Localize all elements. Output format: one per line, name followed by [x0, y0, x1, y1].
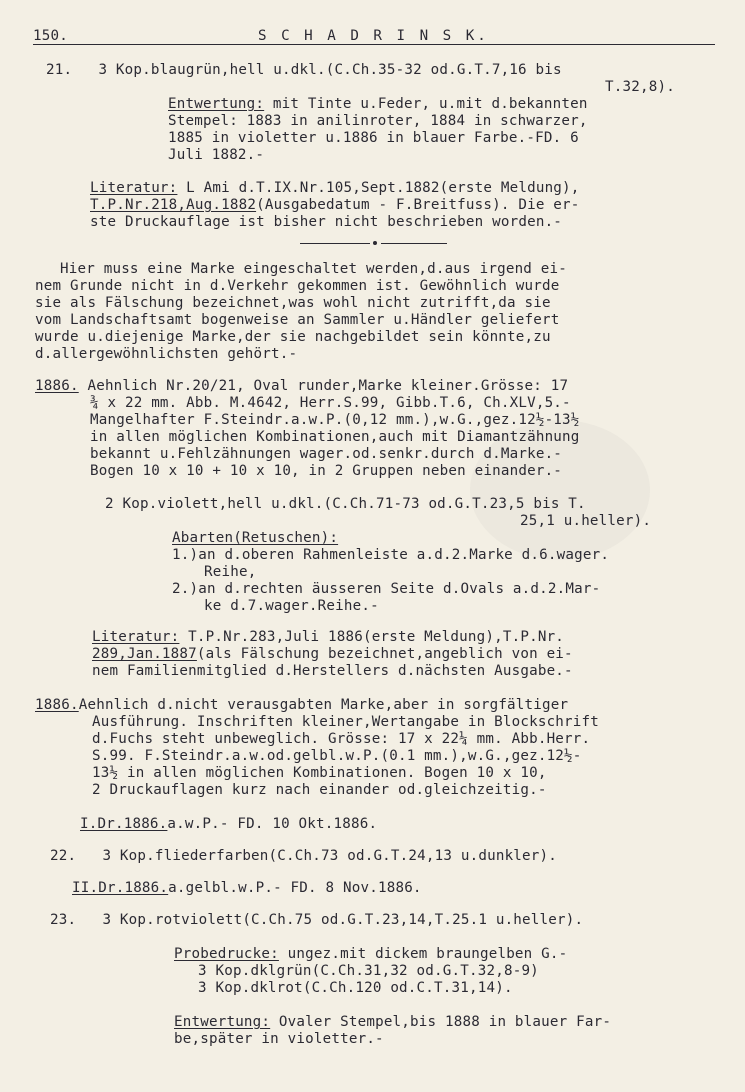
item-21-line-4: Stempel: 1883 in anilinroter, 1884 in schwarzer, [168, 113, 588, 129]
literature-label-2: Literatur: [92, 629, 180, 645]
paragraph-line-1: Hier muss eine Marke eingeschaltet werden,d.aus irgend ei- [60, 261, 568, 277]
varieties-line-4: ke d.7.wager.Reihe.- [204, 598, 379, 614]
header-rule [33, 44, 715, 45]
issue-year-2: 1886. [35, 697, 79, 713]
page-number: 150. [33, 28, 68, 44]
varieties-line-1: 1.)an d.oberen Rahmenleiste a.d.2.Marke d.6.wager. [172, 547, 610, 563]
issue-1886-a-line-1: 1886. Aehnlich Nr.20/21, Oval runder,Marke kleiner.Grösse: 17 [35, 378, 569, 394]
paragraph-line-4: vom Landschaftsamt bogenweise an Sammler u.Händler geliefert [35, 312, 560, 328]
paragraph-line-6: d.allergewöhnlichsten gehört.- [35, 346, 298, 362]
proofs-label: Probedrucke: [174, 946, 279, 962]
item-21-line-5: 1885 in violetter u.1886 in blauer Farbe.-FD. 6 [168, 130, 579, 146]
literature-2-line-2: 289,Jan.1887(als Fälschung bezeichnet,angeblich von ei- [92, 646, 573, 662]
item-21-line-1: 21. 3 Kop.blaugrün,hell u.dkl.(C.Ch.35-32 od.G.T.7,16 bis [46, 62, 562, 78]
separator-right [381, 243, 447, 244]
page-title: S C H A D R I N S K. [258, 28, 489, 44]
item-23: 23. 3 Kop.rotviolett(C.Ch.75 od.G.T.23,14,T.25.1 u.heller). [50, 912, 584, 928]
cancellation-2-line-2: be,später in violetter.- [174, 1031, 384, 1047]
literature-1-line-1: Literatur: L Ami d.T.IX.Nr.105,Sept.1882(erste Meldung), [90, 180, 580, 196]
item-21-line-2: T.32,8). [605, 79, 675, 95]
printing-2-label: II.Dr.1886. [72, 880, 169, 896]
separator-left [300, 243, 370, 244]
proofs-line-2: 3 Kop.dklgrün(C.Ch.31,32 od.G.T.32,8-9) [198, 963, 539, 979]
issue-1886-a-line-3: Mangelhafter F.Steindr.a.w.P.(0,12 mm.),w.G.,gez.12½-13½ [90, 412, 580, 428]
separator-dot [373, 241, 377, 245]
issue-1886-b-line-3: d.Fuchs steht unbeweglich. Grösse: 17 x 22¼ mm. Abb.Herr. [92, 731, 591, 747]
varieties-line-3: 2.)an d.rechten äusseren Seite d.Ovals a.d.2.Mar- [172, 581, 601, 597]
issue-1886-a-line-5: bekannt u.Fehlzähnungen wager.od.senkr.durch d.Marke.- [90, 446, 563, 462]
printing-1-label: I.Dr.1886. [80, 816, 168, 832]
literature-2-line-1: Literatur: T.P.Nr.283,Juli 1886(erste Meldung),T.P.Nr. [92, 629, 565, 645]
issue-1886-a-line-6: Bogen 10 x 10 + 10 x 10, in 2 Gruppen neben einander.- [90, 463, 563, 479]
issue-1886-b-line-6: 2 Druckauflagen kurz nach einander od.gleichzeitig.- [92, 782, 547, 798]
issue-1886-b-line-1: 1886.Aehnlich d.nicht verausgabten Marke,aber in sorgfältiger [35, 697, 569, 713]
issue-1886-b-line-4: S.99. F.Steindr.a.w.od.gelbl.w.P.(0.1 mm.),w.G.,gez.12½- [92, 748, 582, 764]
literature-label: Literatur: [90, 180, 178, 196]
item-22: 22. 3 Kop.fliederfarben(C.Ch.73 od.G.T.24,13 u.dunkler). [50, 848, 558, 864]
proofs-line-3: 3 Kop.dklrot(C.Ch.120 od.C.T.31,14). [198, 980, 513, 996]
cancellation-label: Entwertung: [168, 96, 265, 112]
violet-line-1: 2 Kop.violett,hell u.dkl.(C.Ch.71-73 od.G.T.23,5 bis T. [105, 496, 586, 512]
issue-1886-b-line-2: Ausführung. Inschriften kleiner,Wertangabe in Blockschrift [92, 714, 600, 730]
varieties-line-2: Reihe, [204, 564, 257, 580]
paragraph-line-2: nem Grunde nicht in d.Verkehr gekommen ist. Gewöhnlich wurde [35, 278, 560, 294]
issue-1886-a-line-2: ¾ x 22 mm. Abb. M.4642, Herr.S.99, Gibb.T.6, Ch.XLV,5.- [90, 395, 571, 411]
paragraph-line-3: sie als Fälschung bezeichnet,was wohl nicht zutrifft,da sie [35, 295, 551, 311]
item-21-line-6: Juli 1882.- [168, 147, 265, 163]
violet-line-2: 25,1 u.heller). [520, 513, 652, 529]
cancellation-label-2: Entwertung: [174, 1014, 271, 1030]
proofs-line-1: Probedrucke: ungez.mit dickem braungelben G.- [174, 946, 568, 962]
literature-1-line-3: ste Druckauflage ist bisher nicht beschrieben worden.- [90, 214, 563, 230]
paragraph-line-5: wurde u.diejenige Marke,der sie nachgebildet sein könnte,zu [35, 329, 551, 345]
issue-1886-b-line-5: 13½ in allen möglichen Kombinationen. Bogen 10 x 10, [92, 765, 547, 781]
item-21-cancellation: Entwertung: mit Tinte u.Feder, u.mit d.bekannten [168, 96, 588, 112]
cancellation-2-line-1: Entwertung: Ovaler Stempel,bis 1888 in blauer Far- [174, 1014, 612, 1030]
printing-2: II.Dr.1886.a.gelbl.w.P.- FD. 8 Nov.1886. [72, 880, 422, 896]
literature-2-line-3: nem Familienmitglied d.Herstellers d.nächsten Ausgabe.- [92, 663, 573, 679]
varieties-label: Abarten(Retuschen): [172, 530, 339, 546]
printing-1: I.Dr.1886.a.w.P.- FD. 10 Okt.1886. [80, 816, 378, 832]
issue-year: 1886. [35, 378, 79, 394]
issue-1886-a-line-4: in allen möglichen Kombinationen,auch mit Diamantzähnung [90, 429, 580, 445]
literature-1-line-2: T.P.Nr.218,Aug.1882(Ausgabedatum - F.Breitfuss). Die er- [90, 197, 580, 213]
